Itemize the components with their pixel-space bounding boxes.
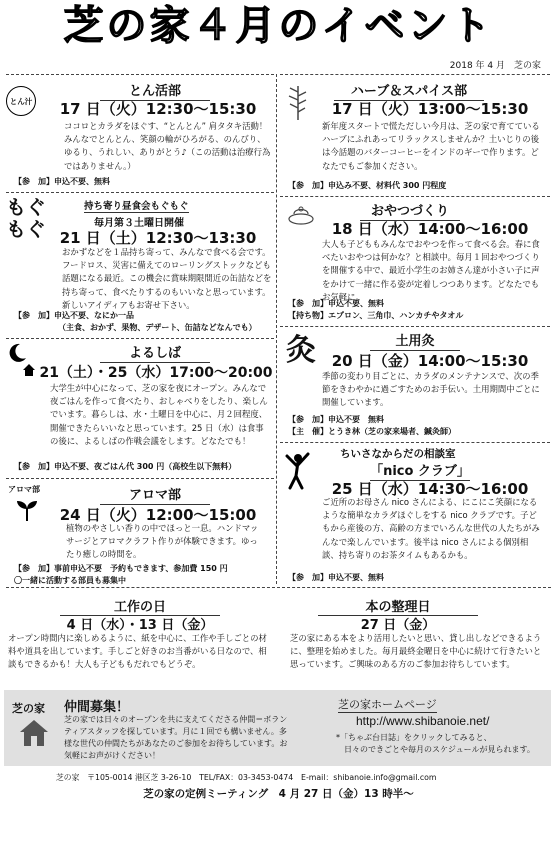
tonkatsu-body: ココロとカラダをほぐす、“とんとん” 肩タタキ活動！みんなでとんとん、笑顔の輪がひろがる、のんびり、ゆるり、うれしい、ありがとう♪（この活動は治療行為ではありません。） bbox=[64, 121, 271, 171]
kousaku-body: オープン時間内に楽しめるように、紙を中心に、工作や手しごとの材料や道具を出しています。手しごと好きのお当番がいる日なので、相談もできるかも！大人も子どももだれでもどうぞ。 bbox=[8, 633, 267, 670]
info-value: 申込不要 無料 bbox=[328, 415, 384, 424]
homepage-note: *「ちゃぶ台日誌」をクリックしてみると、 日々のできごとや毎月のスケジュールが見られます。 bbox=[336, 733, 535, 754]
divider bbox=[6, 587, 551, 588]
divider bbox=[280, 196, 550, 197]
yorushiba-body: 大学生が中心になって、芝の家を夜にオープン。みんなで夜ごはんを作って食べたり、おしゃべりをしたり、楽しんでいます。暮らしは、水・土曜日を中心に、月２回程度、開催できたらいいなと思っています。25 日（水）は食事の後に、よるしばの作戦会議をします。どなたでも！ bbox=[50, 383, 268, 446]
info-label: 【主 催】 bbox=[288, 427, 328, 436]
info-value: とうき林（芝の家来場者、鍼灸師） bbox=[328, 427, 456, 436]
herb-info bbox=[288, 180, 446, 192]
info-label: 【参 加】 bbox=[14, 177, 54, 186]
info-value: 事前申込不要 予約もできます、参加費 150 円 bbox=[54, 564, 228, 573]
info-label: 【参 加】 bbox=[288, 181, 328, 190]
tonkatsu-time: 17 日（火）12:30～15:30 bbox=[59, 100, 257, 118]
oyatsu-body: 大人も子どももみんなでおやつを作って食べる会。春に食べたいおやつは何かな？と相談中。毎月１回おやつづくりを開催する中で、最近小学生のお姉さん達が小さい子に声をかけて一緒に作る姿が定着しつつあります。どなたでもお気軽に。 bbox=[322, 239, 540, 302]
aroma-title: アロマ部 bbox=[100, 484, 210, 505]
kyu-side-label: 灸 bbox=[286, 333, 316, 368]
nico-body: ご近所のお母さん nico さんによる、にこにこ笑顔になるような簡単なカラダほぐしをする nico クラブです。子どもから産後の方、高齢の方までいろんな世代の人たちがみんなで楽しんでいます。後半は nico さんによる個別相談、持ち寄りのお茶タイムもあるかも。 bbox=[322, 497, 540, 560]
nico-subtitle: ちいさなからだの相談室 bbox=[340, 448, 456, 460]
homepage-link[interactable]: http://www.shibanoie.net/ bbox=[356, 714, 490, 728]
page-title: 芝の家４月のイベント bbox=[63, 3, 494, 49]
herb-sprig-icon bbox=[284, 82, 310, 122]
info-value: 申込不要、無料 bbox=[328, 299, 384, 308]
oyatsu-info bbox=[288, 298, 384, 310]
info-label: 【参 加】 bbox=[288, 415, 328, 424]
recruit-title: 仲間募集！ bbox=[64, 700, 130, 715]
info-label: 【参 加】 bbox=[14, 462, 54, 471]
info-value: 申込不要、なにか一品 bbox=[54, 311, 134, 320]
yorushiba-title: よるしば bbox=[100, 342, 210, 363]
divider bbox=[280, 442, 550, 443]
meeting-info: 芝の家の定例ミーティング 4 月 27 日（金）13 時半～ bbox=[143, 788, 414, 800]
info-value: 申込不要、無料 bbox=[54, 177, 110, 186]
info-label: 【参 加】 bbox=[288, 573, 328, 582]
info-value: 申込不要、夜ごはん代 300 円（高校生以下無料） bbox=[54, 462, 237, 471]
kyu-title: 土用灸 bbox=[370, 330, 460, 351]
dancing-figure-icon bbox=[284, 450, 310, 490]
hon-body: 芝の家にある本をより活用したいと思い、貸し出しなどできるように、整理を始めました。毎月最終金曜日を中心に続けて行きたいと思っています。ご興味のある方のご参加お待ちしています。 bbox=[290, 633, 542, 670]
tonkatsu-info bbox=[14, 176, 110, 188]
mogumogu-side-label: もぐもぐ bbox=[6, 195, 46, 241]
kyu-info bbox=[288, 414, 384, 426]
divider bbox=[280, 326, 550, 327]
hon-title: 本の整理日 bbox=[318, 596, 478, 616]
aroma-info bbox=[14, 563, 228, 575]
mogumogu-time: 21 日（土）12:30～13:30 bbox=[59, 229, 257, 247]
kyu-time: 20 日（金）14:00～15:30 bbox=[331, 352, 529, 370]
issue-date: 2018 年 4 月 芝の家 bbox=[449, 61, 541, 71]
yorushiba-info bbox=[14, 461, 236, 473]
kyu-info2 bbox=[288, 426, 456, 438]
yorushiba-time: 21（土）・25（水）17:00～20:00 bbox=[39, 365, 273, 381]
hon-time: 27 日（金） bbox=[360, 618, 436, 633]
sprout-icon bbox=[14, 496, 40, 522]
divider bbox=[6, 478, 274, 479]
herb-title: ハーブ＆スパイス部 bbox=[334, 80, 484, 101]
divider bbox=[6, 192, 274, 193]
mogumogu-schedule: 毎月第３土曜日開催 bbox=[94, 218, 184, 229]
herb-body: 新年度スタートで慌ただしい今月は、芝の家で育てているハーブにふれあってリラックスしませんか？土いじりの後は今話題のバターコーヒーをインドのギーで作ります。どなたでもご参加ください。 bbox=[322, 121, 540, 171]
mogumogu-info-sub: （主食、おかず、果物、デザート、缶詰などなんでも） bbox=[58, 323, 257, 332]
recruit-body: 芝の家では日々のオープンを共に支えてくださる仲間＝ボランティアスタッフを探しています。月に１回でも構いません。多様な世代の仲間たちがあなたのご参加をお待ちしています。お気軽にお声がけください！ bbox=[64, 715, 288, 760]
oyatsu-title: おやつづくり bbox=[360, 200, 460, 221]
oyatsu-time: 18 日（水）14:00～16:00 bbox=[331, 220, 529, 238]
kyu-body: 季節の変わり目ごとに、カラダのメンテナンスで、次の季節をきわやかに過ごすためのお手伝い。土用期間中ごとに開催しています。 bbox=[322, 371, 540, 408]
logo-text: 芝の家 bbox=[12, 702, 45, 715]
aroma-info-sub: 〇一緒に活動する部員も募集中 bbox=[14, 576, 126, 585]
info-label: 【参 加】 bbox=[288, 299, 328, 308]
tonkatsu-title: とん活部 bbox=[100, 80, 210, 101]
house-icon bbox=[18, 718, 50, 748]
crescent-moon-icon bbox=[6, 342, 28, 364]
mogumogu-body: おかずなどを１品持ち寄って、みんなで食べる会です。フードロス、災害に備えてのローリングストックなども話題になる最近。この機会に賞味期限間近の缶詰などを持ち寄って、食べたりするのもいいなと思っています。新しいアイディアもお寄せ下さい。 bbox=[62, 247, 272, 310]
info-value: 申込不要、無料 bbox=[328, 573, 384, 582]
info-label: 【参 加】 bbox=[14, 311, 54, 320]
divider bbox=[6, 338, 274, 339]
divider bbox=[6, 74, 274, 75]
mogumogu-info bbox=[14, 310, 134, 322]
herb-time: 17 日（火）13:00～15:30 bbox=[331, 100, 529, 118]
nico-title: 「nico クラブ」 bbox=[370, 460, 470, 481]
info-value: 申込み不要、材料代 300 円程度 bbox=[328, 181, 447, 190]
divider bbox=[280, 74, 550, 75]
aroma-body: 植物のやさしい香りの中でほっと一息。ハンドマッサージとアロマクラフト作りが体験できます。ゆったり癒しの時間を。 bbox=[66, 523, 259, 560]
homepage-title: 芝の家ホームページ bbox=[338, 698, 437, 711]
nico-time: 25 日（水）14:30～16:00 bbox=[331, 480, 529, 498]
house-icon bbox=[22, 362, 36, 376]
aroma-badge: アロマ部 bbox=[8, 485, 40, 494]
kousaku-title: 工作の日 bbox=[60, 596, 220, 616]
aroma-time: 24 日（火）12:00～15:00 bbox=[59, 506, 257, 524]
contact-address: 芝の家 〒105-0014 港区芝 3-26-10 TEL/FAX：03-3453-0474 E-mail：shibanoie.info@gmail.com bbox=[56, 773, 437, 782]
info-label: 【参 加】 bbox=[14, 564, 54, 573]
oyatsu-info2 bbox=[288, 310, 463, 322]
column-divider bbox=[276, 74, 277, 584]
nico-info bbox=[288, 572, 384, 584]
info-label: 【持ち物】 bbox=[288, 311, 328, 320]
mogumogu-subtitle: 持ち寄り昼食会もぐもぐ bbox=[84, 198, 189, 213]
kousaku-time: 4 日（水）・13 日（金） bbox=[66, 618, 214, 633]
badge-tonjiru: とん汁 bbox=[6, 86, 36, 116]
info-value: エプロン、三角巾、ハンカチやタオル bbox=[328, 311, 464, 320]
